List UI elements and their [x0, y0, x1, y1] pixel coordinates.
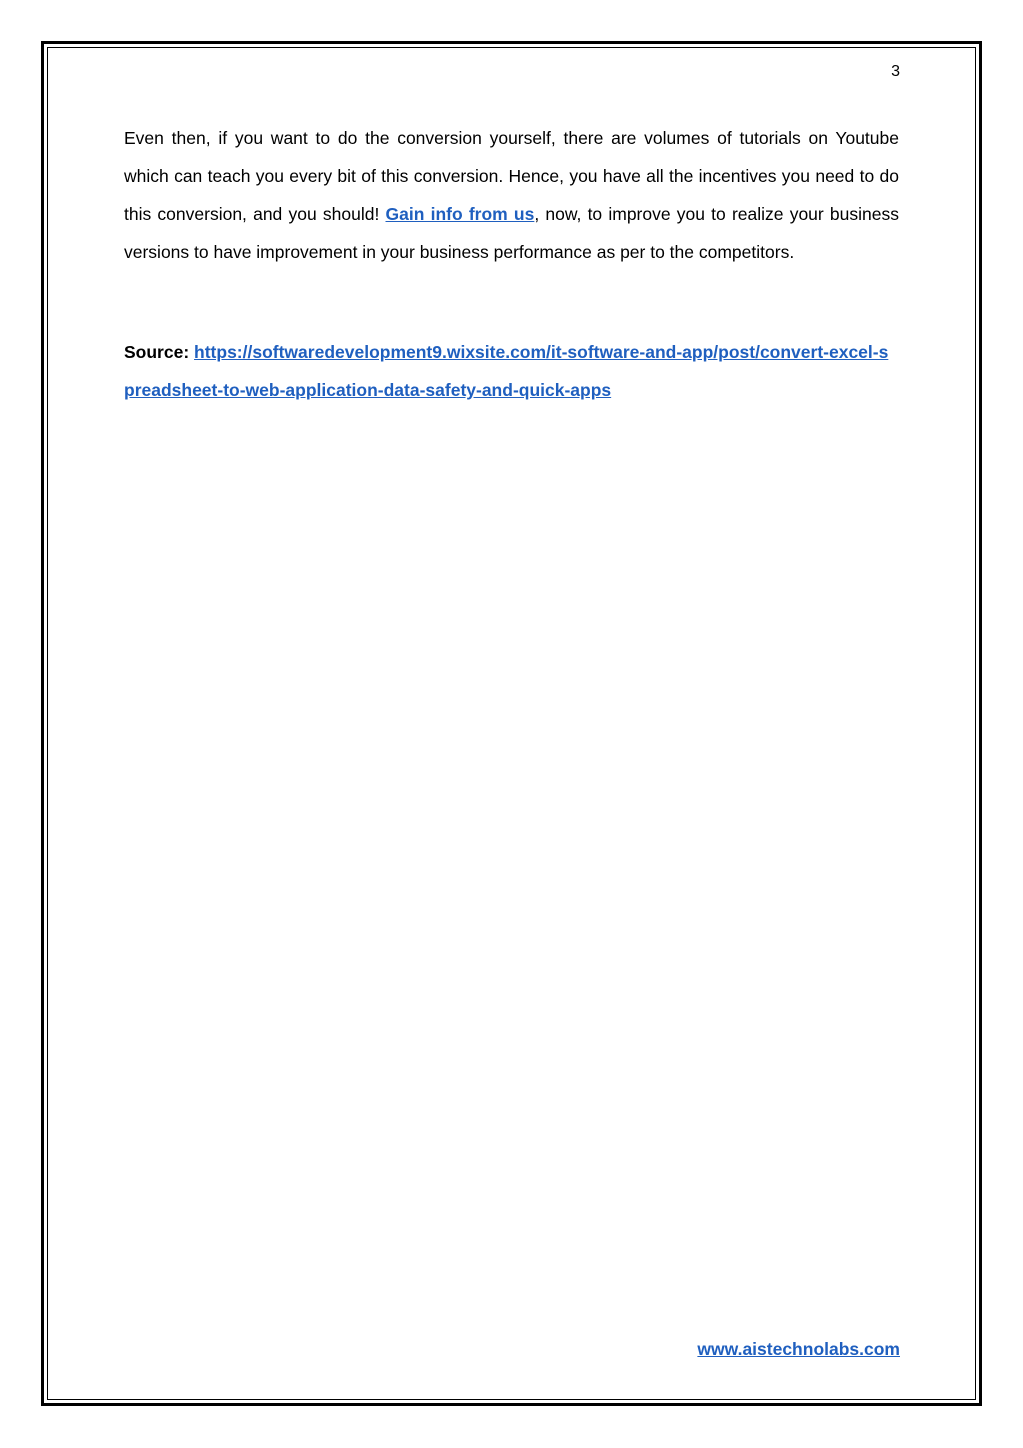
gain-info-link[interactable]: Gain info from us — [385, 204, 535, 224]
website-link[interactable]: www.aistechnolabs.com — [697, 1339, 900, 1359]
body-text-before-link: Even then, if you want to do the conversion yourself, there are volumes of tutorials on Youtube which can teach you every bit of this conversion. Hence, you have all the incentives you need to do this conversion, and you should! — [124, 128, 899, 224]
source-url-link[interactable]: https://softwaredevelopment9.wixsite.com/it-software-and-app/post/convert-excel-spreadsheet-to-web-application-data-safety-and-quick-apps — [124, 342, 889, 400]
document-content — [124, 119, 899, 409]
body-paragraph — [124, 119, 899, 271]
footer-website — [600, 1339, 900, 1360]
source-line — [124, 333, 899, 409]
body-text-after-link: , now, to improve you to realize your business versions to have improvement in your business performance as per to the competitors. — [124, 204, 899, 262]
page-number: 3 — [891, 63, 900, 80]
source-label: Source: — [124, 342, 190, 362]
